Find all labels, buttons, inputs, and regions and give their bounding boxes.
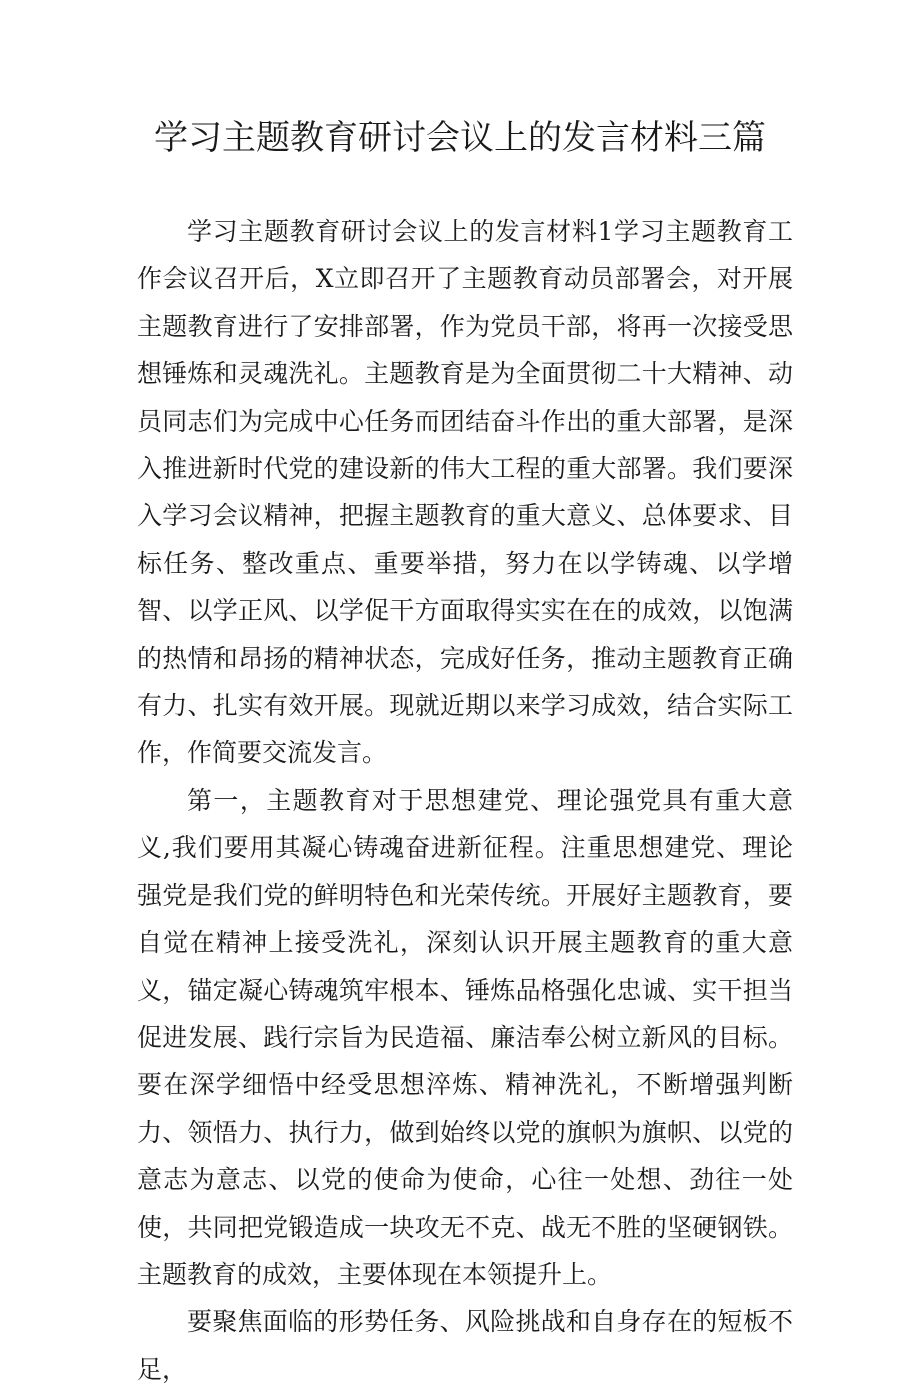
paragraph: 要聚焦面临的形势任务、风险挑战和自身存在的短板不足， <box>137 1307 793 1384</box>
paragraph: 学习主题教育研讨会议上的发言材料1学习主题教育工作会议召开后，X立即召开了主题教育动员部署会，对开展主题教育进行了安排部署，作为党员干部，将再一次接受思想锤炼和灵魂洗礼。主题教育是为全面贯彻二十大精神、动员同志们为完成中心任务而团结奋斗作出的重大部署，是深入推进新时代党的建设新的伟大工程的重大部署。我们要深入学习会议精神，把握主题教育的重大意义、总体要求、目标任务、整改重点、重要举措，努力在以学铸魂、以学增智、以学正风、以学促干方面取得实实在在的成效，以饱满的热情和昂扬的精神状态，完成好任务，推动主题教育正确有力、扎实有效开展。现就近期以来学习成效，结合实际工作，作简要交流发言。 <box>137 217 793 768</box>
paragraph: 第一，主题教育对于思想建党、理论强党具有重大意义,我们要用其凝心铸魂奋进新征程。注重思想建党、理论强党是我们党的鲜明特色和光荣传统。开展好主题教育，要自觉在精神上接受洗礼，深刻认识开展主题教育的重大意义，锚定凝心铸魂筑牢根本、锤炼品格强化忠诚、实干担当促进发展、践行宗旨为民造福、廉洁奉公树立新风的目标。要在深学细悟中经受思想淬炼、精神洗礼，不断增强判断力、领悟力、执行力，做到始终以党的旗帜为旗帜、以党的意志为意志、以党的使命为使命，心往一处想、劲往一处使，共同把党锻造成一块攻无不克、战无不胜的坚硬钢铁。主题教育的成效，主要体现在本领提升上。 <box>137 785 793 1289</box>
document-body <box>137 208 793 1393</box>
document-title: 学习主题教育研讨会议上的发言材料三篇 <box>154 118 766 158</box>
